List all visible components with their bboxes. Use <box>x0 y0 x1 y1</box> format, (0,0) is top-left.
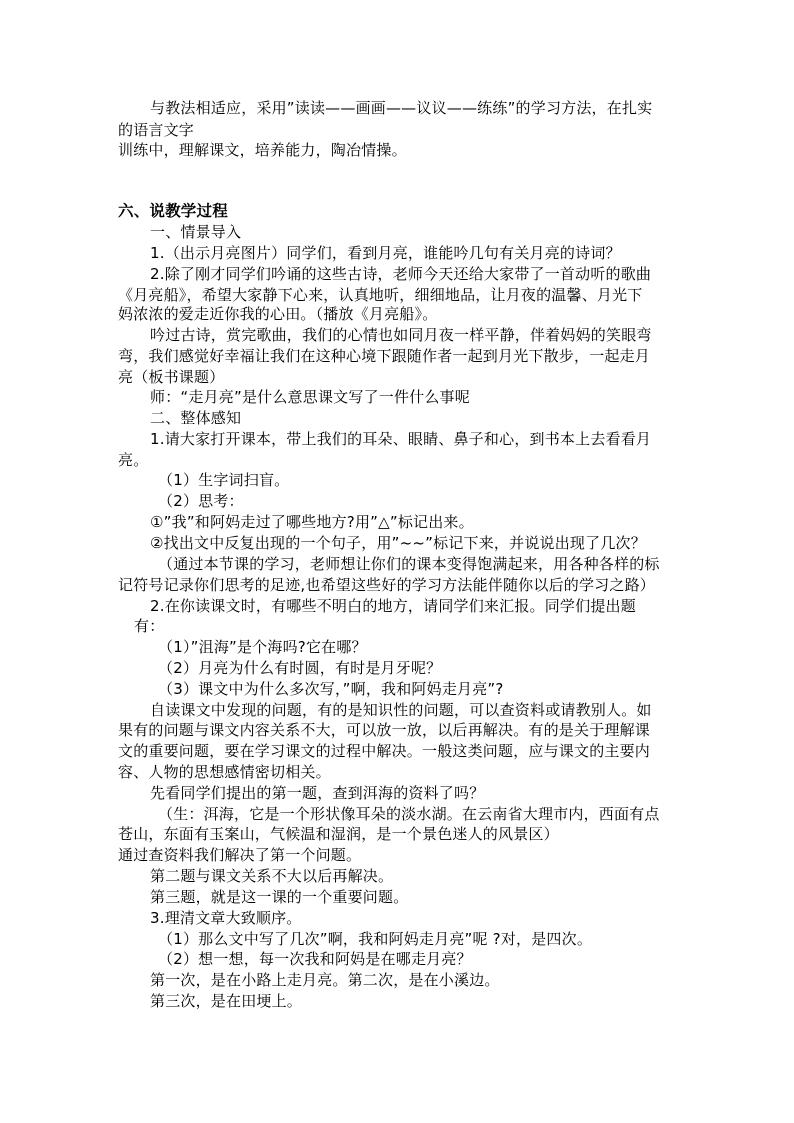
subheading: 一、情景导入 <box>150 223 242 241</box>
paragraph-line: 通过查资料我们解决了第一个问题。 <box>118 846 362 864</box>
paragraph-line: 第三次，是在田埂上。 <box>150 992 303 1010</box>
paragraph-line: 苍山，东面有玉案山，气候温和湿润，是一个景色迷人的风景区） <box>118 825 559 843</box>
paragraph-line: 先看同学们提出的第一题，查到洱海的资料了吗？ <box>150 784 485 802</box>
paragraph-line: 自读课文中发现的问题，有的是知识性的问题，可以查资料或请教别人。如 <box>150 701 652 719</box>
section-heading: 六、说教学过程 <box>118 202 228 220</box>
paragraph-line: 吟过古诗，赏完歌曲，我们的心情也如同月夜一样平静，伴着妈妈的笑眼弯 <box>150 326 652 344</box>
paragraph-line: 果有的问题与课文内容关系不大，可以放一放，以后再解决。有的是关于理解课 <box>118 721 651 739</box>
paragraph-line: 第二题与课文关系不大以后再解决。 <box>150 867 394 885</box>
paragraph-line: 2.除了刚才同学们吟诵的这些古诗，老师今天还给大家带了一首动听的歌曲 <box>150 265 652 283</box>
paragraph-line: 有： <box>134 617 165 635</box>
paragraph-line: 3.理清文章大致顺序。 <box>150 909 302 927</box>
paragraph-line: （生：洱海，它是一个形状像耳朵的淡水湖。在云南省大理市内，西面有点 <box>158 805 660 823</box>
paragraph-line: 训练中，理解课文，培养能力，陶冶情操。 <box>118 141 407 159</box>
paragraph-line: 《月亮船》，希望大家静下心来，认真地听，细细地品，让月夜的温馨、月光下 <box>118 286 643 304</box>
paragraph-line: 记符号记录你们思考的足迹,也希望这些好的学习方法能伴随你以后的学习之路） <box>118 576 655 594</box>
list-item: （1）”沮海”是个海吗?它在哪？ <box>158 638 367 656</box>
list-item: ②找出文中反复出现的一个句子，用”~~”标记下来，并说说出现了几次？ <box>150 534 646 552</box>
paragraph-line: （通过本节课的学习，老师想让你们的课本变得饱满起来，用各种各样的标 <box>158 555 660 573</box>
list-item: （1）那么文中写了几次”啊，我和阿妈走月亮”呢 ?对，是四次。 <box>158 930 593 948</box>
paragraph-line: 容、人物的思想感情密切相关。 <box>118 763 331 781</box>
list-item: ①”我”和阿妈走过了哪些地方?用”△”标记出来。 <box>150 513 474 531</box>
paragraph-line: 第三题，就是这一课的一个重要问题。 <box>150 888 409 906</box>
list-item: （2）想一想，每一次我和阿妈是在哪走月亮？ <box>158 950 472 968</box>
paragraph-line: 师：“走月亮”是什么意思课文写了一件什么事呢 <box>150 388 470 406</box>
list-item: （1）生字词扫盲。 <box>158 471 290 489</box>
paragraph-line: 2.在你读课文时，有哪些不明白的地方，请同学们来汇报。同学们提出题 <box>150 597 636 615</box>
paragraph-line: 第一次，是在小路上走月亮。第二次，是在小溪边。 <box>150 971 500 989</box>
paragraph-line: 弯，我们感觉好幸福让我们在这种心境下跟随作者一起到月光下散步，一起走月 <box>118 347 651 365</box>
paragraph-line: 亮（板书课题） <box>118 368 225 386</box>
subheading: 二、整体感知 <box>150 409 242 427</box>
paragraph-line: 亮。 <box>118 451 149 469</box>
list-item: （3）课文中为什么多次写，”啊，我和阿妈走月亮”? <box>158 680 504 698</box>
paragraph-line: 与教法相适应，采用”读读——画画——议议——练练”的学习方法，在扎实 <box>150 99 653 117</box>
paragraph-line: 的语言文字 <box>118 121 195 139</box>
paragraph-line: 妈浓浓的爱走近你我的心田。（播放《月亮船》。 <box>118 305 438 323</box>
list-item: （2）思考： <box>158 492 244 510</box>
paragraph-line: 文的重要问题，要在学习课文的过程中解决。一般这类问题，应与课文的主要内 <box>118 742 651 760</box>
paragraph-line: 1.请大家打开课本，带上我们的耳朵、眼睛、鼻子和心，到书本上去看看月 <box>150 430 652 448</box>
paragraph-line: 1.（出示月亮图片）同学们，看到月亮，谁能吟几句有关月亮的诗词？ <box>150 244 621 262</box>
list-item: （2）月亮为什么有时圆，有时是月牙呢？ <box>158 659 442 677</box>
